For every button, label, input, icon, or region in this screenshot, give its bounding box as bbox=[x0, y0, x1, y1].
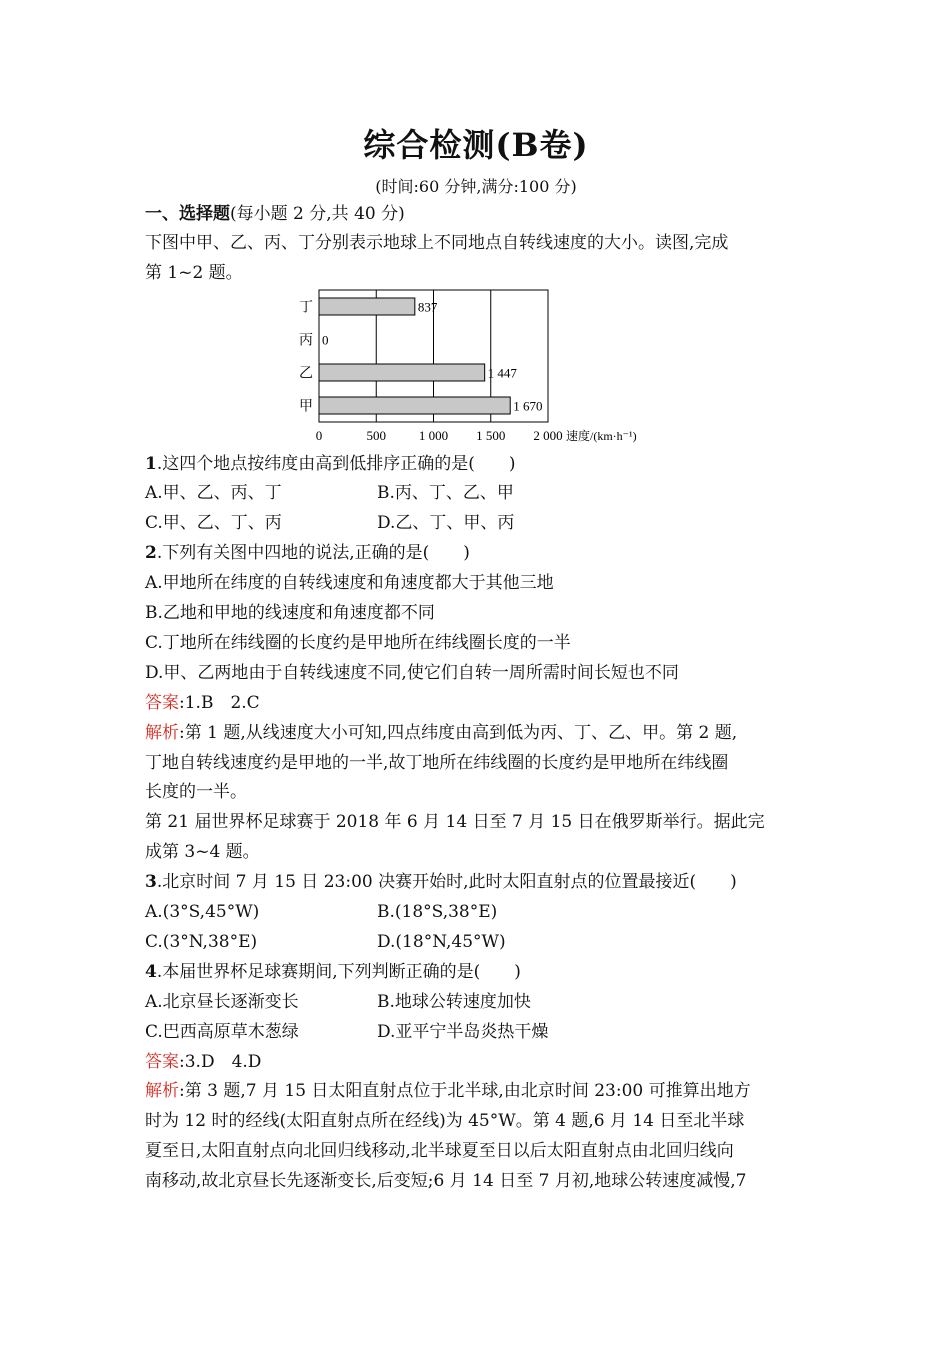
question-1 bbox=[145, 454, 516, 474]
x-tick-label: 1 000 bbox=[418, 428, 449, 443]
option-b: B.(18°S,38°E) bbox=[377, 902, 498, 922]
section-heading bbox=[145, 204, 405, 224]
question-number: 4 bbox=[145, 962, 157, 982]
page-title: 综合检测(B卷) bbox=[363, 126, 589, 164]
option-b: B.丙、丁、乙、甲 bbox=[377, 483, 514, 503]
option-d: D.亚平宁半岛炎热干燥 bbox=[377, 1022, 549, 1042]
answer-text: :1.B 2.C bbox=[179, 693, 260, 713]
value-label: 1 670 bbox=[513, 398, 543, 414]
question-number: 1 bbox=[145, 454, 157, 474]
option-b: B.乙地和甲地的线速度和角速度都不同 bbox=[145, 603, 435, 623]
x-tick-label: 500 bbox=[366, 428, 386, 443]
intro-line: 成第 3~4 题。 bbox=[145, 842, 260, 862]
category-label: 丁 bbox=[299, 300, 313, 316]
category-label: 丙 bbox=[299, 333, 313, 349]
option-d: D.(18°N,45°W) bbox=[377, 932, 506, 952]
answer-3-4 bbox=[145, 1052, 261, 1072]
intro-line: 下图中甲、乙、丙、丁分别表示地球上不同地点自转线速度的大小。读图,完成 bbox=[145, 233, 729, 253]
value-label: 1 447 bbox=[487, 365, 517, 381]
exam-time-score: (时间:60 分钟,满分:100 分) bbox=[375, 177, 577, 196]
question-2 bbox=[145, 543, 470, 563]
question-stem: .北京时间 7 月 15 日 23:00 决赛开始时,此时太阳直射点的位置最接近( ) bbox=[156, 872, 737, 892]
question-stem: .下列有关图中四地的说法,正确的是( ) bbox=[156, 543, 470, 563]
x-axis-label: 速度/(km·h⁻¹) bbox=[566, 429, 637, 443]
option-c: C.(3°N,38°E) bbox=[145, 932, 258, 952]
bar bbox=[319, 364, 485, 381]
option-a: A.甲地所在纬度的自转线速度和角速度都大于其他三地 bbox=[145, 573, 554, 593]
option-c: C.丁地所在纬线圈的长度约是甲地所在纬线圈长度的一半 bbox=[145, 633, 571, 653]
x-tick-label: 1 500 bbox=[476, 428, 506, 443]
explanation-label: 解析 bbox=[145, 723, 179, 743]
bar bbox=[319, 298, 415, 315]
value-label: 0 bbox=[322, 332, 329, 348]
option-c: C.甲、乙、丁、丙 bbox=[145, 513, 282, 533]
option-d: D.甲、乙两地由于自转线速度不同,使它们自转一周所需时间长短也不同 bbox=[145, 663, 679, 683]
intro-line: 第 21 届世界杯足球赛于 2018 年 6 月 14 日至 7 月 15 日在俄罗斯举行。据此完 bbox=[145, 812, 765, 832]
explanation-line: 夏至日,太阳直射点向北回归线移动,北半球夏至日以后太阳直射点由北回归线向 bbox=[145, 1141, 734, 1161]
option-a: A.(3°S,45°W) bbox=[145, 902, 260, 922]
explanation-label: 解析 bbox=[145, 1081, 179, 1101]
question-stem: .本届世界杯足球赛期间,下列判断正确的是( ) bbox=[156, 962, 521, 982]
category-label: 甲 bbox=[299, 399, 313, 415]
explanation-line: 解析:第 3 题,7 月 15 日太阳直射点位于北半球,由北京时间 23:00 可推算出地方 bbox=[145, 1081, 751, 1101]
option-b: B.地球公转速度加快 bbox=[377, 992, 531, 1012]
section-note: (每小题 2 分,共 40 分) bbox=[230, 204, 405, 224]
explanation-line: 长度的一半。 bbox=[145, 782, 247, 802]
question-3 bbox=[145, 872, 737, 892]
option-a: A.北京昼长逐渐变长 bbox=[145, 992, 299, 1012]
value-label: 837 bbox=[417, 299, 438, 315]
x-tick-label: 0 bbox=[315, 428, 323, 443]
explanation-line: 时为 12 时的经线(太阳直射点所在经线)为 45°W。第 4 题,6 月 14 日至北半球 bbox=[145, 1111, 745, 1131]
answer-label: 答案 bbox=[145, 1052, 179, 1072]
answer-text: :3.D 4.D bbox=[179, 1052, 262, 1072]
intro-line: 第 1~2 题。 bbox=[145, 263, 243, 283]
explanation-line: 丁地自转线速度约是甲地的一半,故丁地所在纬线圈的长度约是甲地所在纬线圈 bbox=[145, 753, 729, 773]
rotation-speed-bar-chart bbox=[290, 285, 660, 445]
section-title: 一、选择题 bbox=[145, 204, 230, 224]
x-tick-label: 2 000 bbox=[533, 428, 563, 443]
explanation-line: 南移动,故北京昼长先逐渐变长,后变短;6 月 14 日至 7 月初,地球公转速度减慢,7 bbox=[145, 1171, 747, 1191]
question-number: 2 bbox=[145, 543, 157, 563]
answer-label: 答案 bbox=[145, 693, 179, 713]
answer-1-2 bbox=[145, 693, 260, 713]
explanation-line: 解析:第 1 题,从线速度大小可知,四点纬度由高到低为丙、丁、乙、甲。第 2 题, bbox=[145, 723, 738, 743]
option-a: A.甲、乙、丙、丁 bbox=[145, 483, 282, 503]
option-c: C.巴西高原草木葱绿 bbox=[145, 1022, 299, 1042]
question-4 bbox=[145, 962, 521, 982]
option-d: D.乙、丁、甲、丙 bbox=[377, 513, 515, 533]
question-stem: .这四个地点按纬度由高到低排序正确的是( ) bbox=[156, 454, 516, 474]
question-number: 3 bbox=[145, 872, 157, 892]
bar bbox=[319, 397, 510, 414]
category-label: 乙 bbox=[299, 366, 313, 382]
